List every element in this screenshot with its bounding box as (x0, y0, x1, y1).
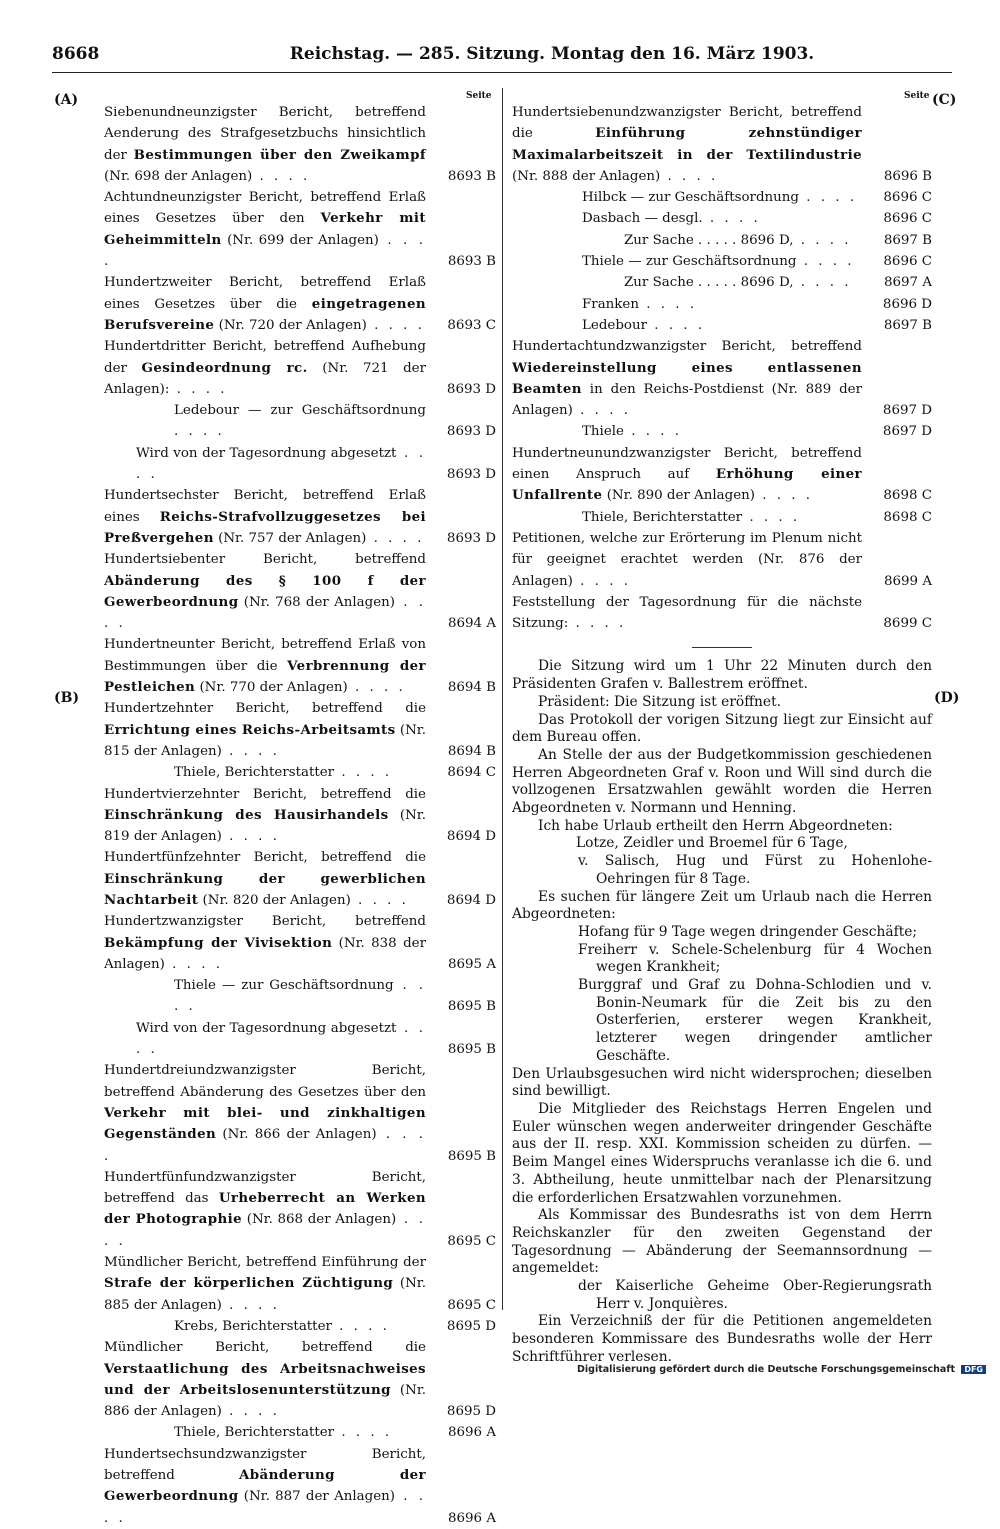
toc-entry-subject: Verkehr mit Geheimmitteln (104, 210, 426, 248)
toc-entry-label: Hundertachtundzwanzigster Bericht, betreffend (512, 339, 862, 355)
toc-right-list (512, 102, 932, 634)
toc-entry (104, 911, 496, 975)
toc-entry-text (512, 208, 932, 229)
toc-entry-reference: (Nr. 720 der Anlagen) (214, 317, 367, 333)
toc-page-ref: 8696 C (883, 254, 932, 270)
toc-entry-label: Hundertzwanzigster Bericht, betreffend (104, 914, 426, 930)
toc-entry-text (512, 315, 932, 336)
column-divider (502, 88, 503, 1310)
toc-page-ref: 8697 D (882, 403, 932, 419)
leader-dots: . . . . (174, 978, 427, 1015)
leader-dots: . . . . (174, 424, 225, 440)
toc-entry-text (512, 336, 932, 421)
margin-marker-a: (A) (54, 92, 79, 108)
toc-entry-label: Feststellung der Tagesordnung für die nächste Sitzung: (512, 594, 862, 632)
toc-entry (512, 592, 932, 635)
leader-dots: . . . . (104, 1489, 427, 1526)
toc-entry (104, 1444, 496, 1529)
toc-entry-text (104, 1316, 496, 1337)
toc-entry-text (512, 251, 932, 272)
leader-dots: . . . . (334, 1425, 393, 1441)
toc-entry (104, 634, 496, 698)
body-paragraph: Hofang für 9 Tage wegen dringender Geschäfte; (578, 923, 918, 940)
leader-dots: . . . . (754, 488, 814, 504)
toc-entry-subject: Wiedereinstellung eines entlassenen Beamten (512, 359, 862, 397)
leader-dots: . . . . (331, 1318, 390, 1334)
toc-entry-reference: (Nr. 886 der Anlagen) (104, 1382, 427, 1420)
toc-entry-label: Hundertdritter Bericht, betreffend Aufhebung der (104, 339, 426, 376)
toc-page-ref: 8694 B (447, 743, 496, 759)
toc-entry-label: Wird von der Tagesordnung abgesetzt (136, 1020, 397, 1036)
toc-entry-reference: (Nr. 838 der Anlagen) (104, 935, 426, 972)
toc-entry-label: Hundertsechster Bericht, betreffend Erlaß eines (104, 488, 426, 525)
toc-entry-text (512, 230, 932, 251)
leader-dots: . . . . (638, 296, 698, 312)
toc-entry-label: Hundertsiebenter Bericht, betreffend (104, 552, 426, 568)
toc-entry (104, 549, 496, 634)
toc-entry (104, 443, 496, 486)
toc-entry-text (104, 1018, 496, 1061)
toc-entry-label: Achtundneunzigster Bericht, betreffend Erlaß eines Gesetzes über den (104, 190, 426, 227)
toc-entry (104, 1316, 496, 1337)
toc-entry-reference: in den Reichs-Postdienst (Nr. 889 der Anlagen) (512, 381, 862, 419)
body-paragraph: Das Protokoll der vorigen Sitzung liegt zur Einsicht auf dem Bureau offen. (512, 711, 932, 746)
leader-dots: . . . . (221, 743, 280, 759)
toc-page-ref: 8694 B (447, 680, 496, 696)
toc-entry-label: Hundertvierzehnter Bericht, betreffend die (104, 786, 426, 802)
toc-entry (104, 336, 496, 400)
toc-entry-text (512, 187, 932, 208)
toc-page-ref: 8695 C (447, 1233, 496, 1249)
toc-entry (104, 187, 496, 272)
toc-entry (512, 208, 932, 229)
leader-dots: . . . . (702, 211, 761, 227)
toc-entry-text (512, 528, 932, 592)
toc-entry (104, 272, 496, 336)
toc-page-ref: 8696 A (447, 1510, 496, 1526)
toc-entry-label: Dasbach — desgl. (582, 211, 703, 227)
toc-entry-label: Mündlicher Bericht, betreffend Einführung der (104, 1255, 426, 1271)
toc-entry-subject: Abänderung der Gewerbeordnung (104, 1467, 427, 1505)
toc-entry (512, 528, 932, 592)
toc-entry-label: Mündlicher Bericht, betreffend die (104, 1340, 426, 1356)
body-paragraph: Präsident: Die Sitzung ist eröffnet. (538, 693, 782, 710)
toc-entry-subject: Reichs-Strafvollzuggesetzes bei Preßvergehen (104, 508, 426, 546)
toc-entry (512, 102, 932, 187)
toc-entry (104, 698, 496, 762)
toc-entry-text (512, 421, 932, 442)
toc-entry-text (104, 272, 496, 336)
toc-entry-text (104, 1444, 496, 1529)
toc-entry (512, 294, 932, 315)
toc-entry-text (104, 485, 496, 549)
toc-entry-label: Krebs, Berichterstatter (174, 1318, 332, 1334)
toc-entry-text (104, 102, 496, 187)
leader-dots: . . . . (104, 1212, 427, 1249)
toc-page-ref: 8697 D (882, 424, 932, 440)
toc-entry-text (104, 549, 496, 634)
toc-entry (512, 443, 932, 507)
dfg-logo: DFG (961, 1365, 986, 1374)
body-paragraph: Es suchen für längere Zeit um Urlaub nach die Herren Abgeordneten: (512, 888, 932, 923)
toc-page-ref: 8696 A (447, 1425, 496, 1441)
toc-entry-text (512, 102, 932, 187)
toc-page-ref: 8697 B (883, 232, 932, 248)
toc-entry-text (104, 762, 496, 783)
toc-entry (512, 187, 932, 208)
toc-entry-label: Thiele, Berichterstatter (174, 765, 335, 781)
leader-dots: . . . . (742, 509, 801, 525)
toc-entry-label: Ledebour (582, 317, 647, 333)
toc-page-ref: 8693 D (446, 424, 496, 440)
toc-entry (104, 975, 496, 1018)
leader-dots: . . . . (136, 445, 426, 483)
toc-entry-text (104, 1337, 496, 1422)
body-paragraph: Lotze, Zeidler und Broemel für 6 Tage, (576, 835, 848, 852)
toc-page-ref: 8695 D (446, 1318, 496, 1334)
body-paragraph: Als Kommissar des Bundesraths ist von dem Herrn Reichskanzler für den zweiten Gegenstand der Tagesordnung — Abänderung der Seemannsordnung — angemeldet: (512, 1207, 932, 1277)
toc-page-ref: 8695 B (447, 1042, 496, 1058)
toc-entry-subject: Bestimmungen über den Zweikampf (133, 146, 426, 163)
margin-marker-d: (D) (934, 690, 960, 706)
leader-dots: . . . . (164, 956, 223, 972)
toc-entry-reference: (Nr. 768 der Anlagen) (238, 594, 395, 610)
toc-entry-subject: Einführung zehnstündiger Maximalarbeitszeit in der Textilindustrie (512, 125, 862, 163)
toc-entry-reference: (Nr. 885 der Anlagen) (104, 1276, 426, 1313)
toc-entry-text (104, 336, 496, 400)
toc-entry (512, 251, 932, 272)
toc-page-ref: 8695 A (447, 956, 496, 972)
toc-page-ref: 8693 D (446, 467, 496, 483)
margin-marker-b: (B) (54, 690, 80, 706)
toc-page-ref: 8698 C (883, 509, 932, 525)
toc-entry-text (104, 1167, 496, 1252)
toc-entry (512, 230, 932, 251)
toc-entry-label: Hundertneunter Bericht, betreffend Erlaß von Bestimmungen über die (104, 637, 426, 674)
toc-entry-subject: Erhöhung einer Unfallrente (512, 466, 862, 504)
toc-entry-label: Hundertfünfzehnter Bericht, betreffend die (104, 850, 426, 866)
leader-dots: . . . . (252, 168, 311, 184)
header-title: Reichstag. — 285. Sitzung. Montag den 16. März 1903. (289, 44, 815, 64)
toc-entry-subject: Einschränkung der gewerblichen Nachtarbeit (104, 870, 426, 908)
toc-entry (512, 507, 932, 528)
toc-entry-subject: Gesindeordnung rc. (141, 359, 308, 376)
leader-dots: . . . . (568, 616, 627, 632)
toc-entry-label: Siebenundneunzigster Bericht, betreffend Aenderung des Strafgesetzbuchs hinsichtlich der (104, 105, 426, 163)
toc-entry-subject: Verkehr mit blei- und zinkhaltigen Gegenständen (104, 1104, 426, 1143)
toc-entry-subject: Verstaatlichung des Arbeitsnachweises und der Arbeitslosenunterstützung (104, 1360, 426, 1398)
leader-dots: . . . . (793, 232, 852, 248)
leader-dots: . . . . (798, 190, 858, 206)
toc-left-column (104, 102, 496, 1529)
toc-entry-text (104, 975, 496, 1018)
toc-entry-subject: Errichtung eines Reichs-Arbeitsamts (104, 721, 396, 738)
leader-dots: . . . . (366, 530, 425, 546)
running-header (52, 40, 952, 66)
leader-dots: . . . . (350, 892, 409, 908)
toc-entry-reference: (Nr. 699 der Anlagen) (221, 232, 379, 248)
toc-entry-label: Thiele, Berichterstatter (582, 509, 743, 525)
body-paragraph: Ich habe Urlaub ertheilt den Herrn Abgeordneten: (538, 817, 893, 834)
body-paragraph: Die Mitglieder des Reichstags Herren Engelen und Euler wünschen wegen anderweiter dringender Geschäfte aus der II. resp. XXI. Kommission scheiden zu dürfen. — Beim Mangel eines Widerspruchs veranlasse ich die 6. und 3. Abtheilung, heute unmittelbar nach der Plenarsitzung die erforderlichen Ersatzwahlen vorzunehmen. (512, 1101, 932, 1206)
toc-page-ref: 8697 A (883, 275, 932, 291)
toc-entry-label: Ledebour — zur Geschäftsordnung (174, 403, 426, 419)
toc-entry-label: Zur Sache . . . . . 8696 D, (624, 232, 794, 248)
leader-dots: . . . . (104, 1127, 426, 1164)
page-number: 8668 (52, 44, 100, 64)
toc-entry-text (512, 272, 932, 293)
toc-entry-label: Zur Sache . . . . . 8696 D, (624, 275, 794, 291)
toc-entry-label: Hilbck — zur Geschäftsordnung (582, 190, 799, 206)
toc-entry-text (104, 698, 496, 762)
toc-entry-reference: (Nr. 890 der Anlagen) (602, 488, 755, 504)
leader-dots: . . . . (793, 275, 852, 291)
toc-entry-text (512, 294, 932, 315)
toc-entry (104, 485, 496, 549)
toc-page-ref: 8695 B (447, 1148, 496, 1164)
leader-dots: . . . . (136, 1020, 426, 1058)
body-paragraph: Den Urlaubsgesuchen wird nicht widersprochen; dieselben sind bewilligt. (512, 1065, 932, 1100)
toc-entry-reference: (Nr. 757 der Anlagen) (213, 530, 367, 546)
toc-page-ref: 8699 A (883, 573, 932, 589)
leader-dots: . . . . (334, 765, 393, 781)
toc-entry-text (104, 1252, 496, 1316)
toc-entry-subject: Verbrennung der Pestleichen (104, 657, 427, 696)
leader-dots: . . . . (221, 1404, 280, 1420)
toc-page-ref: 8695 D (446, 1404, 496, 1420)
toc-entry-label: Hundertsechsundzwanzigster Bericht, betreffend (104, 1446, 426, 1483)
toc-entry-label: Hundertfünfundzwanzigster Bericht, betreffend das (104, 1169, 426, 1207)
body-paragraph: An Stelle der aus der Budgetkommission geschiedenen Herren Abgeordneten Graf v. Roon und Will sind durch die vollzogenen Ersatzwahlen gewählt worden die Herren Abgeordneten v. Normann und Henning. (512, 746, 932, 817)
leader-dots: . . . . (104, 232, 427, 270)
toc-entry-text (104, 784, 496, 848)
toc-entry-reference: (Nr. 868 der Anlagen) (242, 1212, 397, 1228)
body-paragraph: Burggraf und Graf zu Dohna-Schlodien und v. Bonin-Neumark für die Zeit bis zu den Osterferien, ersterer wegen Krankheit, letzterer wegen dringender amtlicher Geschäfte. (578, 977, 932, 1064)
toc-page-ref: 8694 D (446, 892, 496, 908)
toc-entry-reference: (Nr. 820 der Anlagen) (198, 892, 351, 908)
leader-dots: . . . . (572, 573, 631, 589)
toc-entry-reference: (Nr. 887 der Anlagen) (238, 1489, 395, 1505)
toc-page-ref: 8694 D (446, 829, 496, 845)
toc-page-ref: 8696 D (882, 296, 932, 312)
toc-entry (104, 1422, 496, 1443)
toc-entry-subject: Abänderung des § 100 f der Gewerbeordnung (104, 572, 426, 610)
session-body-text (512, 658, 932, 1366)
footer-credit (577, 1364, 986, 1375)
toc-entry-text (104, 400, 496, 443)
toc-entry (104, 400, 496, 443)
seite-label-left: Seite (466, 91, 492, 101)
toc-entry-text (512, 592, 932, 635)
toc-page-ref: 8693 B (447, 254, 496, 270)
toc-entry-text (104, 187, 496, 272)
toc-entry (104, 1060, 496, 1166)
toc-entry-reference: (Nr. 815 der Anlagen) (104, 722, 426, 759)
toc-entry (512, 315, 932, 336)
toc-entry-label: Hundertdreiundzwanzigster Bericht, betreffend Abänderung des Gesetzes über den (104, 1063, 426, 1100)
toc-entry-text (104, 443, 496, 486)
toc-entry-subject: eingetragenen Berufsvereine (104, 295, 426, 333)
toc-entry-text (512, 507, 932, 528)
seite-label-right: Seite (904, 91, 930, 101)
toc-entry-text (104, 1060, 496, 1166)
toc-entry (104, 784, 496, 848)
toc-entry-label: Thiele — zur Geschäftsordnung (174, 978, 394, 994)
toc-page-ref: 8695 B (447, 999, 496, 1015)
toc-entry (104, 1337, 496, 1422)
toc-page-ref: 8695 C (447, 1297, 496, 1313)
toc-entry-label: Petitionen, welche zur Erörterung im Plenum nicht für geeignet erachtet werden (Nr. 876 der Anlagen) (512, 530, 862, 589)
toc-entry-subject: Urheberrecht an Werken der Photographie (104, 1190, 426, 1228)
toc-entry-subject: Strafe der körperlichen Züchtigung (104, 1275, 394, 1292)
leader-dots: . . . . (660, 168, 719, 184)
toc-entry-label: Hundertzweiter Bericht, betreffend Erlaß eines Gesetzes über die (104, 275, 426, 312)
toc-entry-label: Wird von der Tagesordnung abgesetzt (136, 445, 397, 461)
toc-entry-label: Hundertsiebenundzwanzigster Bericht, betreffend die (512, 105, 862, 142)
toc-page-ref: 8694 A (447, 616, 496, 632)
toc-entry-text (104, 634, 496, 698)
leader-dots: . . . . (623, 424, 683, 440)
toc-entry (104, 1018, 496, 1061)
right-column (512, 102, 932, 1367)
toc-entry-label: Hundertzehnter Bericht, betreffend die (104, 701, 426, 717)
toc-entry-reference: (Nr. 888 der Anlagen) (512, 168, 661, 184)
leader-dots: . . . . (169, 381, 228, 397)
toc-entry-reference: (Nr. 819 der Anlagen) (104, 807, 426, 845)
toc-entry-reference: (Nr. 770 der Anlagen) (195, 680, 348, 696)
toc-entry-label: Hundertneunundzwanzigster Bericht, betreffend einen Anspruch auf (512, 445, 862, 483)
toc-page-ref: 8699 C (883, 616, 932, 632)
toc-entry (104, 847, 496, 911)
toc-entry-label: Thiele — zur Geschäftsordnung (582, 254, 797, 270)
leader-dots: . . . . (104, 594, 427, 632)
leader-dots: . . . . (347, 680, 406, 696)
toc-entry-label: Franken (582, 296, 639, 312)
leader-dots: . . . . (221, 1297, 280, 1313)
toc-entry-text (104, 847, 496, 911)
body-paragraph: Ein Verzeichniß der für die Petitionen angemeldeten besonderen Kommissare des Bundesraths wolle der Herr Schriftführer verlesen. (512, 1313, 932, 1365)
toc-entry (512, 272, 932, 293)
body-paragraph: v. Salisch, Hug und Fürst zu Hohenlohe-Oehringen für 8 Tage. (578, 853, 932, 887)
leader-dots: . . . . (572, 403, 631, 419)
toc-page-ref: 8696 B (883, 168, 932, 184)
body-paragraph: der Kaiserliche Geheime Ober-Regierungsrath Herr v. Jonquières. (578, 1278, 932, 1312)
toc-page-ref: 8694 C (447, 765, 496, 781)
toc-entry (104, 1167, 496, 1252)
body-paragraph: Die Sitzung wird um 1 Uhr 22 Minuten durch den Präsidenten Grafen v. Ballestrem eröffnet. (512, 658, 932, 693)
toc-page-ref: 8693 D (446, 530, 496, 546)
toc-entry (104, 762, 496, 783)
toc-entry-text (512, 443, 932, 507)
toc-entry (512, 336, 932, 421)
toc-entry-reference: (Nr. 721 der Anlagen): (104, 360, 426, 397)
toc-page-ref: 8696 C (883, 211, 932, 227)
toc-entry (104, 102, 496, 187)
header-rule (52, 72, 952, 73)
body-paragraph: Freiherr v. Schele-Schelenburg für 4 Wochen wegen Krankheit; (578, 941, 932, 976)
leader-dots: . . . . (366, 317, 425, 333)
toc-page-ref: 8693 B (447, 168, 496, 184)
toc-page-ref: 8693 C (447, 317, 496, 333)
section-separator (692, 647, 752, 648)
toc-entry-reference: (Nr. 866 der Anlagen) (216, 1127, 377, 1143)
toc-page-ref: 8697 B (883, 317, 932, 333)
leader-dots: . . . . (221, 829, 280, 845)
toc-page-ref: 8693 D (446, 381, 496, 397)
leader-dots: . . . . (646, 317, 706, 333)
leader-dots: . . . . (796, 254, 855, 270)
toc-entry-subject: Einschränkung des Hausirhandels (104, 806, 389, 823)
toc-entry-text (104, 911, 496, 975)
footer-text: Digitalisierung gefördert durch die Deutsche Forschungsgemeinschaft (577, 1364, 956, 1375)
toc-entry-reference: (Nr. 698 der Anlagen) (104, 168, 253, 184)
toc-entry (512, 421, 932, 442)
toc-entry (104, 1252, 496, 1316)
toc-entry-label: Thiele, Berichterstatter (174, 1425, 335, 1441)
toc-page-ref: 8696 C (883, 190, 932, 206)
toc-entry-label: Thiele (582, 424, 624, 440)
toc-entry-subject: Bekämpfung der Vivisektion (104, 934, 333, 951)
toc-page-ref: 8698 C (883, 488, 932, 504)
toc-entry-text (104, 1422, 496, 1443)
margin-marker-c: (C) (932, 92, 957, 108)
